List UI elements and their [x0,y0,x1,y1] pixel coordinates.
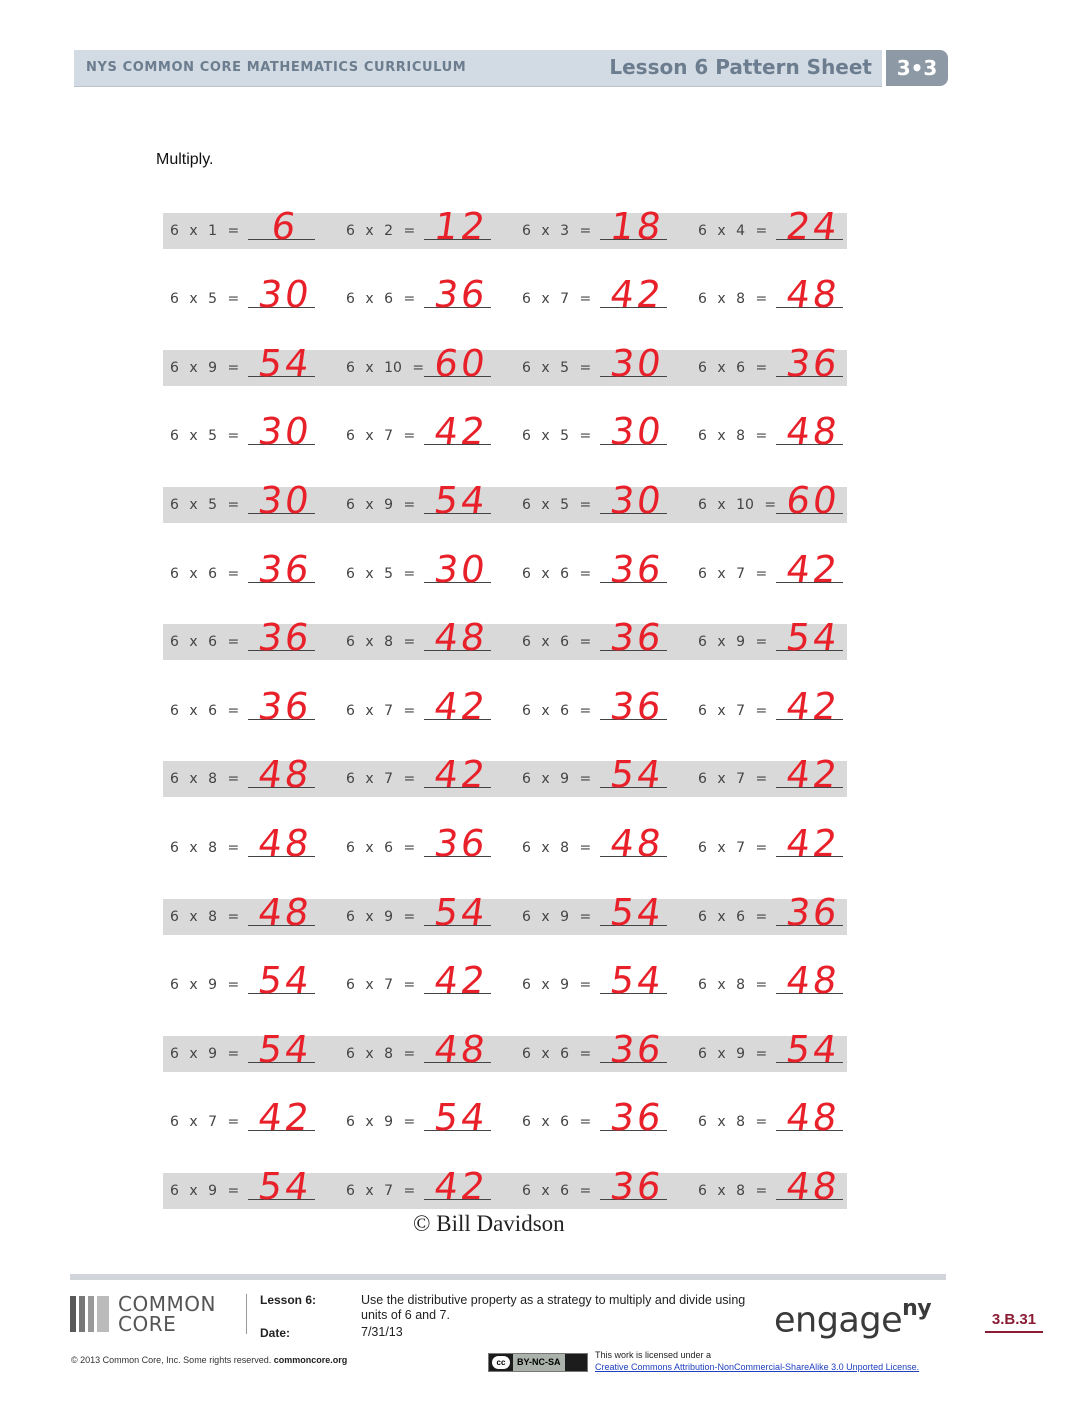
handwritten-answer: 36 [607,547,667,591]
handwritten-answer: 48 [607,821,667,865]
handwritten-answer: 48 [783,410,843,454]
handwritten-answer: 48 [431,1027,491,1071]
problem-row [163,592,847,661]
handwritten-answer: 30 [255,410,315,454]
problem-cell [163,478,334,523]
problem-cell [339,1096,510,1140]
handwritten-answer: 48 [783,1164,843,1208]
problem-row [163,1072,847,1141]
footer-rule [70,1274,946,1280]
problem-cell [163,753,334,797]
problem-cell [515,616,686,660]
problem-cell [515,478,686,523]
problem-cell [691,410,862,454]
problem-row [163,1003,847,1072]
problem-text: 6 x 5 = [170,428,240,445]
problem-cell [339,959,510,1003]
problem-text: 6 x 7 = [170,1114,240,1131]
problem-cell [515,1027,686,1072]
lesson-description: Use the distributive property as a strategy to multiply and divide using units of 6 and 7. [361,1293,746,1322]
problem-text: 6 x 8 = [170,908,240,925]
problem-text: 6 x 9 = [698,634,768,651]
handwritten-answer: 36 [607,684,667,728]
problem-cell [339,616,510,660]
problem-text: 6 x 7 = [698,565,768,582]
problem-text: 6 x 6 = [170,565,240,582]
handwritten-answer: 54 [607,959,667,1003]
handwritten-answer: 36 [783,890,843,934]
handwritten-answer: 54 [431,478,491,522]
problem-row [163,523,847,592]
problem-text: 6 x 7 = [346,771,416,788]
handwritten-answer: 42 [431,410,491,454]
handwritten-answer: 54 [607,753,667,797]
handwritten-answer: 42 [431,959,491,1003]
problem-cell [339,204,510,249]
problem-cell [515,890,686,935]
problem-text: 6 x 8 = [698,291,768,308]
copyright: © 2013 Common Core, Inc. Some rights reserved. commoncore.org [71,1355,348,1365]
problem-cell [691,547,862,592]
problem-cell [515,821,686,866]
common-core-wordmark: COMMON CORE [118,1292,216,1336]
problem-text: 6 x 8 = [170,771,240,788]
problem-text: 6 x 5 = [170,291,240,308]
handwritten-answer: 36 [255,684,315,728]
problem-cell [691,616,862,660]
handwritten-answer: 48 [431,616,491,660]
module-badge: 3•3 [886,50,948,86]
problem-text: 6 x 8 = [170,839,240,856]
problem-cell [691,273,862,317]
curriculum-title: NYS COMMON CORE MATHEMATICS CURRICULUM [86,60,467,75]
problem-text: 6 x 6 = [522,565,592,582]
problem-text: 6 x 6 = [170,702,240,719]
problem-text: 6 x 3 = [522,222,592,239]
handwritten-answer: 48 [783,273,843,317]
problem-row [163,317,847,386]
problem-text: 6 x 5 = [170,496,240,513]
handwritten-answer: 36 [607,616,667,660]
problem-text: 6 x 4 = [698,222,768,239]
problem-text: 6 x 9 = [522,908,592,925]
problem-cell [515,753,686,797]
date-value: 7/31/13 [361,1325,403,1339]
handwritten-answer: 42 [255,1096,315,1140]
handwritten-answer: 36 [255,616,315,660]
problem-text: 6 x 5 = [522,359,592,376]
problem-cell [691,1164,862,1209]
handwritten-answer: 42 [431,753,491,797]
problem-text: 6 x 9 = [170,977,240,994]
handwritten-answer: 18 [607,204,667,248]
problem-grid [163,180,847,1209]
handwritten-answer: 30 [255,273,315,317]
handwritten-answer: 54 [783,1027,843,1071]
problem-cell [691,1027,862,1072]
license-text: This work is licensed under a Creative Commons Attribution-NonCommercial-ShareAlike 3.0 Unported License. [595,1350,920,1372]
handwritten-answer: 42 [431,684,491,728]
problem-text: 6 x 8 = [698,1182,768,1199]
problem-row [163,249,847,318]
page-header [74,50,882,87]
handwritten-answer: 42 [783,821,843,865]
handwritten-answer: 36 [783,341,843,385]
handwritten-answer: 54 [431,1096,491,1140]
problem-text: 6 x 6 = [698,908,768,925]
handwritten-answer: 60 [431,341,491,385]
handwritten-answer: 54 [255,1027,315,1071]
problem-cell [515,410,686,454]
handwritten-answer: 42 [783,547,843,591]
problem-text: 6 x 8 = [698,977,768,994]
problem-cell [691,890,862,935]
problem-text: 6 x 10 = [698,496,777,513]
problem-text: 6 x 9 = [170,359,240,376]
problem-row [163,180,847,249]
problem-cell [163,273,334,317]
problem-row [163,1140,847,1209]
problem-text: 6 x 5 = [522,428,592,445]
handwritten-answer: 30 [255,478,315,522]
problem-text: 6 x 5 = [346,565,416,582]
problem-text: 6 x 6 = [698,359,768,376]
problem-text: 6 x 7 = [346,977,416,994]
problem-row [163,729,847,798]
problem-cell [691,959,862,1003]
problem-cell [515,547,686,592]
problem-text: 6 x 9 = [346,496,416,513]
problem-cell [339,1164,510,1209]
problem-cell [163,890,334,935]
handwritten-answer: 30 [607,410,667,454]
problem-cell [163,341,334,386]
problem-cell [339,821,510,866]
problem-text: 6 x 8 = [698,1114,768,1131]
problem-cell [163,616,334,660]
instruction: Multiply. [156,151,214,168]
problem-text: 6 x 9 = [346,1114,416,1131]
handwritten-answer: 30 [607,478,667,522]
lesson-title: Lesson 6 Pattern Sheet [609,55,872,79]
problem-cell [691,753,862,797]
problem-text: 6 x 8 = [346,1045,416,1062]
problem-text: 6 x 9 = [522,771,592,788]
handwritten-answer: 54 [255,341,315,385]
problem-text: 6 x 10 = [346,359,425,376]
problem-text: 6 x 7 = [698,839,768,856]
problem-text: 6 x 6 = [522,634,592,651]
problem-text: 6 x 6 = [522,702,592,719]
handwritten-answer: 42 [431,1164,491,1208]
problem-text: 6 x 7 = [346,428,416,445]
handwritten-answer: 36 [607,1096,667,1140]
handwritten-answer: 54 [783,616,843,660]
problem-text: 6 x 9 = [170,1182,240,1199]
credit-line: © Bill Davidson [413,1211,565,1236]
problem-cell [339,1027,510,1072]
license-link[interactable]: Creative Commons Attribution-NonCommercial-ShareAlike 3.0 Unported License. [595,1362,920,1372]
problem-text: 6 x 7 = [346,702,416,719]
problem-text: 6 x 1 = [170,222,240,239]
problem-cell [691,1096,862,1140]
handwritten-answer: 48 [255,753,315,797]
problem-cell [163,410,334,454]
problem-cell [339,410,510,454]
handwritten-answer: 60 [783,478,843,522]
lesson-label: Lesson 6: [260,1293,317,1307]
cc-license-badge-icon: cc BY-NC-SA [488,1353,588,1372]
problem-row [163,454,847,523]
problem-cell [691,204,862,249]
problem-text: 6 x 9 = [346,908,416,925]
problem-cell [691,478,862,523]
problem-text: 6 x 6 = [346,839,416,856]
problem-text: 6 x 6 = [346,291,416,308]
handwritten-answer: 36 [431,273,491,317]
problem-text: 6 x 6 = [522,1045,592,1062]
problem-text: 6 x 9 = [698,1045,768,1062]
handwritten-answer: 24 [783,204,843,248]
problem-cell [515,341,686,386]
problem-cell [339,547,510,592]
handwritten-answer: 6 [268,204,302,248]
footer-divider [246,1294,247,1334]
problem-text: 6 x 8 = [698,428,768,445]
engageny-logo: engage$^{ny}$ [774,1296,932,1341]
problem-cell [339,273,510,317]
problem-cell [515,959,686,1003]
problem-cell [163,1164,334,1209]
problem-cell [163,1096,334,1140]
page-id: 3.B.31 [985,1311,1043,1333]
handwritten-answer: 36 [607,1027,667,1071]
problem-cell [163,684,334,729]
problem-cell [339,890,510,935]
problem-text: 6 x 6 = [170,634,240,651]
problem-cell [515,1164,686,1209]
problem-row [163,935,847,1004]
problem-cell [163,1027,334,1072]
problem-row [163,660,847,729]
problem-cell [339,753,510,797]
problem-cell [515,1096,686,1140]
problem-cell [163,959,334,1003]
handwritten-answer: 30 [607,341,667,385]
handwritten-answer: 54 [607,890,667,934]
handwritten-answer: 12 [431,204,491,248]
problem-cell [163,204,334,249]
handwritten-answer: 36 [607,1164,667,1208]
handwritten-answer: 48 [783,959,843,1003]
problem-cell [163,821,334,866]
handwritten-answer: 48 [783,1096,843,1140]
problem-text: 6 x 8 = [346,634,416,651]
handwritten-answer: 48 [255,821,315,865]
handwritten-answer: 48 [255,890,315,934]
problem-cell [163,547,334,592]
problem-cell [691,684,862,729]
problem-cell [339,478,510,523]
handwritten-answer: 36 [431,821,491,865]
problem-text: 6 x 9 = [170,1045,240,1062]
problem-text: 6 x 6 = [522,1182,592,1199]
problem-cell [339,684,510,729]
date-label: Date: [260,1326,291,1340]
handwritten-answer: 36 [255,547,315,591]
problem-text: 6 x 5 = [522,496,592,513]
handwritten-answer: 54 [255,959,315,1003]
problem-text: 6 x 2 = [346,222,416,239]
problem-row [163,866,847,935]
handwritten-answer: 42 [607,273,667,317]
problem-cell [515,273,686,317]
problem-text: 6 x 7 = [698,702,768,719]
handwritten-answer: 42 [783,753,843,797]
handwritten-answer: 30 [431,547,491,591]
handwritten-answer: 54 [431,890,491,934]
problem-text: 6 x 7 = [522,291,592,308]
problem-cell [691,341,862,386]
problem-text: 6 x 6 = [522,1114,592,1131]
problem-row [163,797,847,866]
handwritten-answer: 42 [783,684,843,728]
problem-cell [339,341,510,386]
problem-text: 6 x 7 = [346,1182,416,1199]
problem-row [163,386,847,455]
common-core-logo-icon [70,1296,112,1332]
problem-cell [691,821,862,866]
handwritten-answer: 54 [255,1164,315,1208]
problem-text: 6 x 9 = [522,977,592,994]
problem-cell [515,684,686,729]
problem-text: 6 x 7 = [698,771,768,788]
problem-text: 6 x 8 = [522,839,592,856]
problem-cell [515,204,686,249]
